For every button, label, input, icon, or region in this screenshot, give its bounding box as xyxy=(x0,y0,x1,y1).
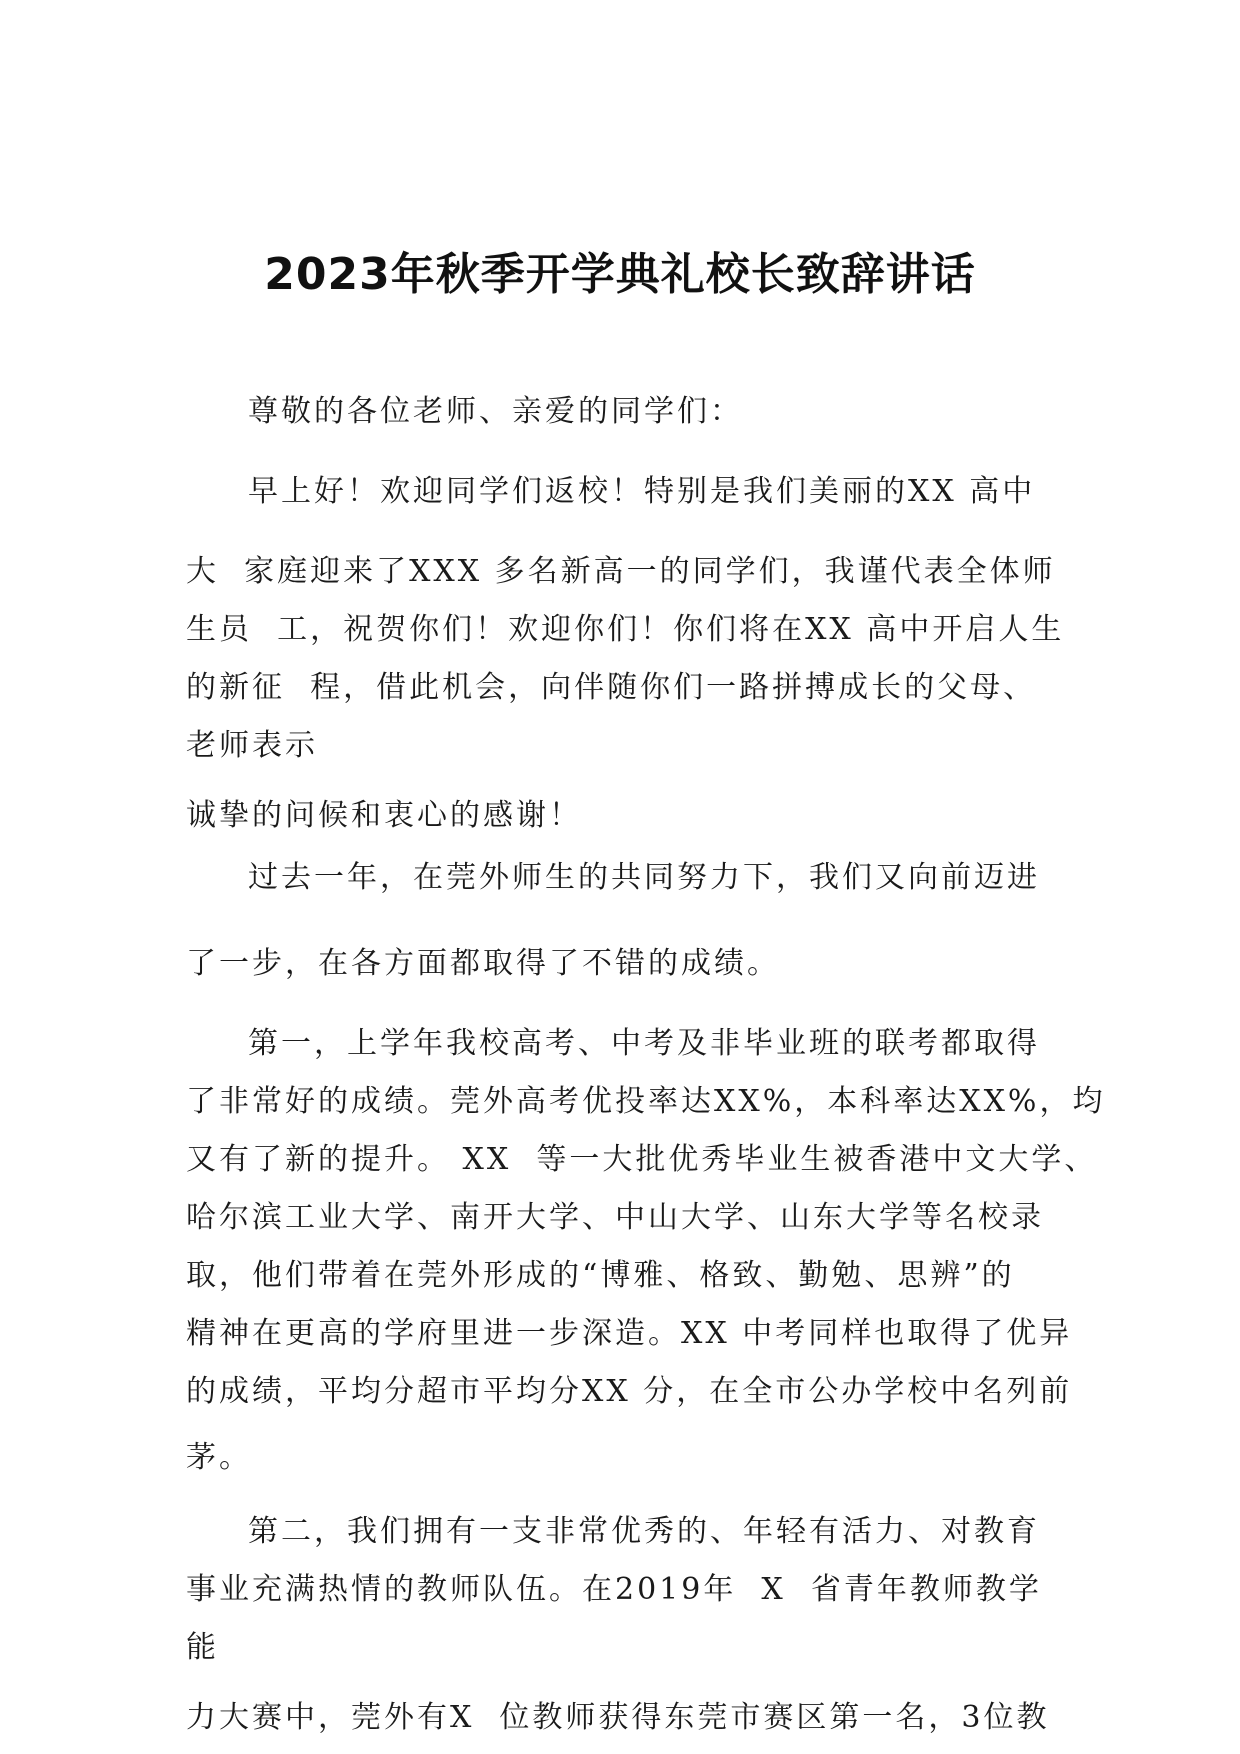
paragraph-line: 第一，上学年我校高考、中考及非毕业班的联考都取得 xyxy=(248,1026,1040,1061)
paragraph-line: 力大赛中，莞外有X 位教师获得东莞市赛区第一名，3位教 xyxy=(186,1700,1050,1735)
salutation-line: 尊敬的各位老师、亲爱的同学们： xyxy=(248,394,743,429)
paragraph-line: 过去一年，在莞外师生的共同努力下，我们又向前迈进 xyxy=(248,860,1040,895)
document-title: 2023年秋季开学典礼校长致辞讲话 xyxy=(264,249,976,300)
paragraph-line: 又有了新的提升。 XX 等一大批优秀毕业生被香港中文大学、 xyxy=(186,1142,1098,1177)
paragraph-line: 大 家庭迎来了XXX 多名新高一的同学们，我谨代表全体师 xyxy=(186,554,1056,589)
paragraph-line: 能 xyxy=(186,1630,219,1665)
paragraph-line: 的新征 程，借此机会，向伴随你们一路拼搏成长的父母、 xyxy=(186,670,1037,705)
paragraph-line: 取，他们带着在莞外形成的“博雅、格致、勤勉、思辨”的 xyxy=(186,1258,1015,1293)
paragraph-line: 的成绩，平均分超市平均分XX 分，在全市公办学校中名列前 xyxy=(186,1374,1073,1409)
paragraph-line: 精神在更高的学府里进一步深造。XX 中考同样也取得了优异 xyxy=(186,1316,1073,1351)
paragraph-line: 事业充满热情的教师队伍。在2019年 X 省青年教师教学 xyxy=(186,1572,1042,1607)
paragraph-line: 哈尔滨工业大学、南开大学、中山大学、山东大学等名校录 xyxy=(186,1200,1044,1235)
paragraph-line: 了非常好的成绩。莞外高考优投率达XX%，本科率达XX%，均 xyxy=(186,1084,1106,1119)
paragraph-line: 第二，我们拥有一支非常优秀的、年轻有活力、对教育 xyxy=(248,1514,1040,1549)
paragraph-line: 生员 工，祝贺你们！欢迎你们！你们将在XX 高中开启人生 xyxy=(186,612,1065,647)
paragraph-line: 老师表示 xyxy=(186,728,318,763)
paragraph-line: 诚挚的问候和衷心的感谢！ xyxy=(186,798,582,833)
paragraph-line: 了一步，在各方面都取得了不错的成绩。 xyxy=(186,946,780,981)
paragraph-line: 茅。 xyxy=(186,1440,252,1475)
paragraph-line: 早上好！欢迎同学们返校！特别是我们美丽的XX 高中 xyxy=(248,474,1036,509)
